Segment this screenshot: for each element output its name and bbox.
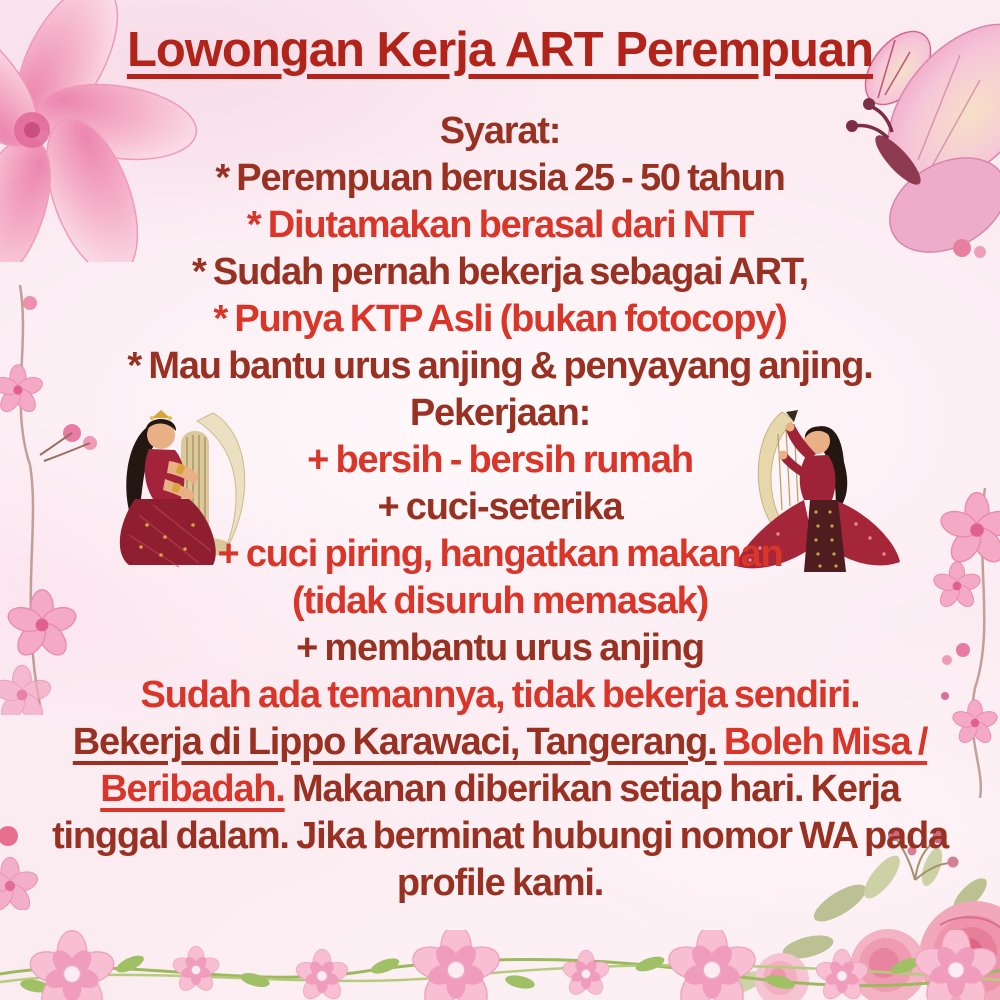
pekerjaan-item: + bersih - bersih rumah bbox=[307, 439, 693, 481]
syarat-item: * Mau bantu urus anjing & penyayang anjing. bbox=[127, 345, 873, 387]
page-title-text: Lowongan Kerja ART Perempuan bbox=[126, 23, 874, 77]
poster-text bbox=[30, 20, 970, 907]
syarat-item: * Punya KTP Asli (bukan fotocopy) bbox=[213, 298, 787, 340]
closing-details-segment: Makanan diberikan setiap hari. Kerja tinggal dalam. Jika berminat hubungi nomor WA pada profile kami. bbox=[52, 768, 948, 904]
syarat-item: * Diutamakan berasal dari NTT bbox=[246, 204, 754, 246]
syarat-item: * Perempuan berusia 25 - 50 tahun bbox=[215, 157, 785, 199]
pekerjaan-item: + cuci-seterika bbox=[377, 486, 623, 528]
closing-paragraph bbox=[50, 719, 950, 907]
pekerjaan-header: Pekerjaan: bbox=[409, 392, 591, 434]
pekerjaan-item: + membantu urus anjing bbox=[296, 627, 704, 669]
pekerjaan-item: + cuci piring, hangatkan makanan bbox=[217, 533, 783, 575]
pekerjaan-item: (tidak disuruh memasak) bbox=[291, 580, 709, 622]
closing-worship-segment: Boleh Misa / Beribadah. bbox=[100, 721, 928, 810]
flower-vine-border-icon bbox=[0, 930, 1000, 1000]
syarat-item: * Sudah pernah bekerja sebagai ART, bbox=[191, 251, 809, 293]
syarat-header: Syarat: bbox=[439, 110, 561, 152]
page-title bbox=[30, 20, 970, 80]
closing-line: Sudah ada temannya, tidak bekerja sendiri. bbox=[140, 674, 860, 716]
closing-location-segment: Bekerja di Lippo Karawaci, Tangerang. bbox=[72, 721, 717, 763]
vine-flowers bbox=[26, 930, 1000, 1000]
